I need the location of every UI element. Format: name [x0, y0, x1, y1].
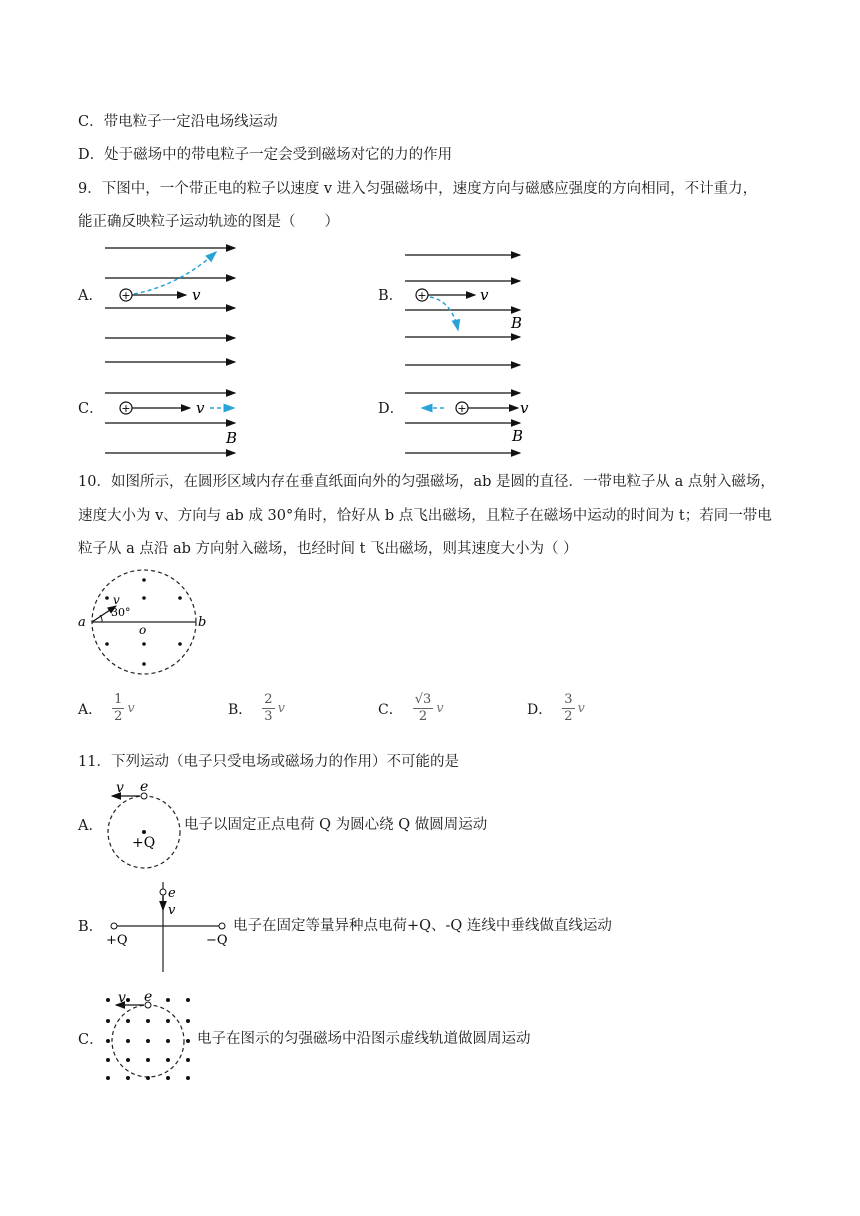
svg-text:v: v	[520, 399, 529, 417]
svg-text:v: v	[116, 780, 124, 796]
q11-stem: 11．下列运动（电子只受电场或磁场力的作用）不可能的是	[78, 754, 459, 770]
svg-text:B: B	[512, 427, 524, 445]
q9-stem-line2: 能正确反映粒子运动轨迹的图是（ ）	[78, 214, 339, 230]
q9-figure-a	[100, 240, 250, 375]
q10-stem-line3: 粒子从 a 点沿 ab 方向射入磁场，也经时间 t 飞出磁场，则其速度大小为（ ）	[78, 541, 578, 557]
svg-text:B: B	[511, 314, 523, 332]
svg-text:a: a	[78, 615, 86, 630]
option-d-prev: D．处于磁场中的带电粒子一定会受到磁场对它的力的作用	[78, 147, 453, 163]
q11-option-b-label: B．	[78, 919, 104, 935]
q11-figure-a	[100, 780, 185, 870]
svg-text:v: v	[113, 593, 120, 607]
svg-text:v: v	[196, 399, 205, 417]
q9-figure-b	[400, 245, 530, 375]
q10-option-c: C． √3 2 v	[378, 692, 444, 724]
svg-text:B: B	[226, 429, 238, 447]
q10-stem-line2: 速度大小为 v、方向与 ab 成 30°角时，恰好从 b 点飞出磁场，且粒子在磁场中运动的时间为 t；若同一带电	[78, 508, 772, 524]
svg-text:+: +	[417, 289, 427, 302]
svg-text:+Q: +Q	[132, 835, 156, 851]
svg-text:−Q: −Q	[206, 933, 228, 948]
q11-option-c-label: C．	[78, 1032, 104, 1048]
option-c-prev: C．带电粒子一定沿电场线运动	[78, 114, 278, 130]
q11-option-a-label: A．	[78, 818, 103, 834]
svg-text:v: v	[118, 990, 126, 1006]
q10-option-a: A． 1 2 v	[78, 692, 135, 724]
svg-text:+: +	[457, 402, 467, 415]
svg-text:o: o	[139, 623, 147, 637]
q10-option-b: B． 2 3 v	[228, 692, 285, 724]
q9-option-a-label: A．	[78, 288, 103, 304]
svg-text:v: v	[480, 286, 489, 304]
svg-text:+Q: +Q	[106, 933, 128, 948]
q10-circle-figure	[72, 568, 212, 678]
q11-option-b-text: 电子在固定等量异种点电荷+Q、-Q 连线中垂线做直线运动	[233, 918, 612, 934]
q9-option-d-label: D．	[378, 401, 405, 417]
q11-figure-b	[100, 878, 235, 973]
svg-text:e: e	[140, 779, 149, 795]
q9-option-c-label: C．	[78, 401, 104, 417]
q10-option-d: D． 3 2 v	[527, 692, 585, 724]
q9-stem-line1: 9．下图中，一个带正电的粒子以速度 v 进入匀强磁场中，速度方向与磁感应强度的方向相同，不计重力，	[78, 181, 758, 197]
q11-figure-c	[100, 989, 200, 1087]
q9-option-b-label: B．	[378, 288, 404, 304]
q11-option-a-text: 电子以固定正点电荷 Q 为圆心绕 Q 做圆周运动	[184, 817, 488, 833]
svg-text:v: v	[168, 903, 176, 918]
q9-figure-d	[400, 385, 540, 465]
svg-text:+: +	[121, 289, 131, 302]
svg-text:+: +	[121, 402, 131, 415]
svg-text:b: b	[198, 615, 207, 630]
q10-stem-line1: 10．如图所示，在圆形区域内存在垂直纸面向外的匀强磁场，ab 是圆的直径．一带电粒子从 a 点射入磁场，	[78, 474, 775, 490]
svg-text:e: e	[144, 989, 153, 1005]
q9-figure-c	[100, 385, 250, 465]
svg-text:30°: 30°	[111, 606, 131, 619]
q11-option-c-text: 电子在图示的匀强磁场中沿图示虚线轨道做圆周运动	[197, 1031, 531, 1047]
svg-text:v: v	[192, 286, 201, 304]
svg-text:e: e	[168, 886, 176, 901]
